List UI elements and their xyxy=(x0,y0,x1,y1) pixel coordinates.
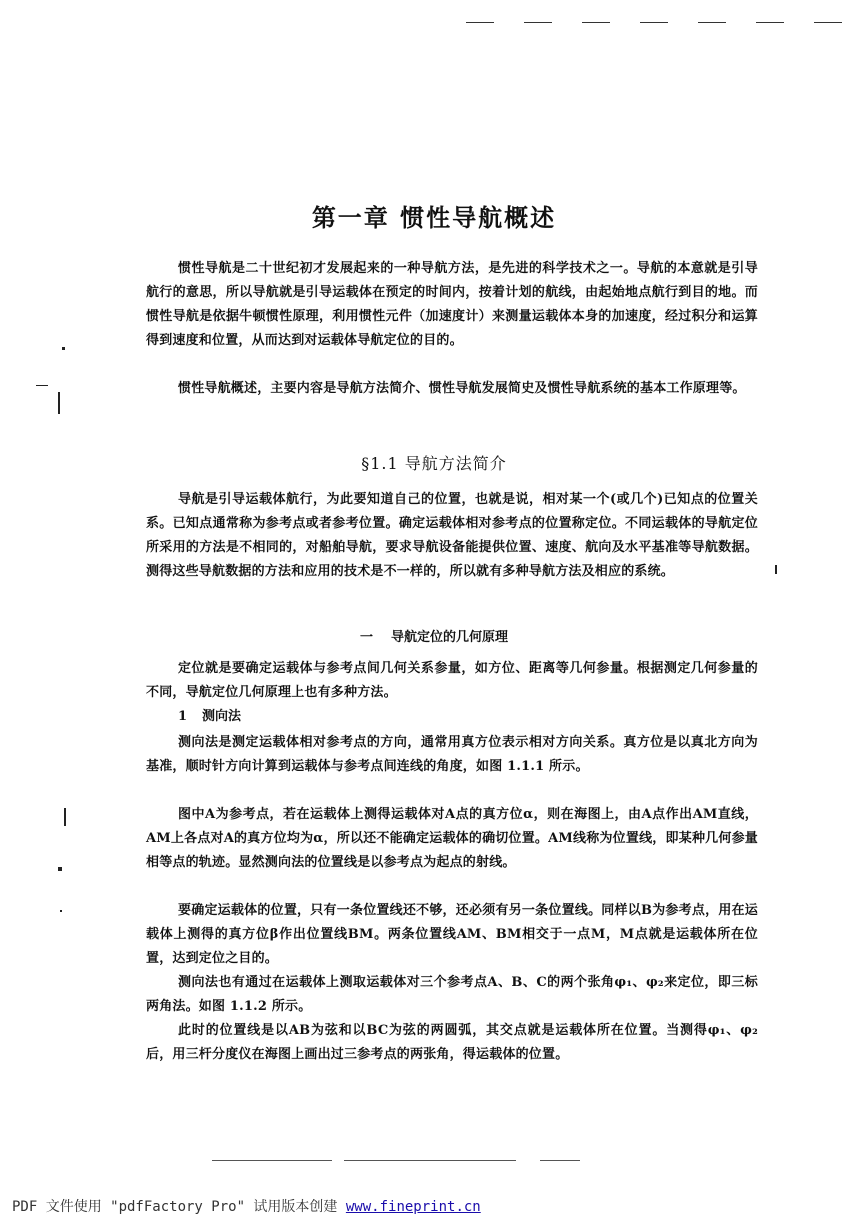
footer-rule xyxy=(212,1160,332,1161)
scan-speck xyxy=(62,347,65,350)
header-dash-rule xyxy=(462,22,862,26)
scan-speck xyxy=(58,867,62,871)
scan-speck xyxy=(775,565,777,574)
subsection-number: 一 xyxy=(359,630,373,645)
scan-speck xyxy=(58,392,60,414)
item-number: 1 xyxy=(178,709,188,724)
item-paragraph-4: 测向法也有通过在运载体上测取运载体对三个参考点A、B、C的两个张角φ₁、φ₂来定位，即三标两角法。如图 1.1.2 所示。 xyxy=(146,975,758,1014)
section-paragraph-1: 导航是引导运载体航行，为此要知道自己的位置，也就是说，相对某一个(或几个)已知点的位置关系。已知点通常称为参考点或者参考位置。确定运载体相对参考点的位置称定位。不同运载体的导航定位所采用的方法是不相同的，对船舶导航，要求导航设备能提供位置、速度、航向及水平基准等导航数据。测得这些导航数据的方法和应用的技术是不一样的，所以就有多种导航方法及相应的系统。 xyxy=(146,492,758,579)
subsection-paragraph-1: 定位就是要确定运载体与参考点间几何关系参量，如方位、距离等几何参量。根据测定几何参量的不同，导航定位几何原理上也有多种方法。 xyxy=(146,661,758,700)
scan-speck xyxy=(64,808,66,826)
item-paragraph-3: 要确定运载体的位置，只有一条位置线还不够，还必须有另一条位置线。同样以B为参考点，用在运载体上测得的真方位β作出位置线BM。两条位置线AM、BM相交于一点M，M点就是运载体所在位置，达到定位之目的。 xyxy=(146,903,758,966)
subsection-title-text: 导航定位的几何原理 xyxy=(391,630,509,645)
item-heading xyxy=(178,705,241,724)
pdf-footer xyxy=(12,1196,481,1216)
item-paragraph-1: 测向法是测定运载体相对参考点的方向，通常用真方位表示相对方向关系。真方位是以真北方向为基准，顺时针方向计算到运载体与参考点间连线的角度，如图 1.1.1 所示。 xyxy=(146,735,758,774)
footer-link[interactable]: www.fineprint.cn xyxy=(345,1199,481,1215)
section-title: §1.1 导航方法简介 xyxy=(361,454,507,473)
footer-rule xyxy=(540,1160,580,1161)
item-title: 测向法 xyxy=(202,709,242,724)
footer-text: PDF 文件使用 "pdfFactory Pro" 试用版本创建 xyxy=(12,1199,346,1215)
scan-speck xyxy=(36,385,48,386)
scan-speck xyxy=(60,910,62,912)
intro-paragraph-2: 惯性导航概述，主要内容是导航方法简介、惯性导航发展简史及惯性导航系统的基本工作原理等。 xyxy=(178,381,746,396)
chapter-title: 第一章 惯性导航概述 xyxy=(311,204,557,232)
item-paragraph-5: 此时的位置线是以AB为弦和以BC为弦的两圆弧，其交点就是运载体所在位置。当测得φ₁、φ₂后，用三杆分度仪在海图上画出过三参考点的两张角，得运载体的位置。 xyxy=(146,1023,758,1062)
item-paragraph-2: 图中A为参考点，若在运载体上测得运载体对A点的真方位α，则在海图上，由A点作出AM直线，AM上各点对A的真方位均为α，所以还不能确定运载体的确切位置。AM线称为位置线，即某种几何参量相等点的轨迹。显然测向法的位置线是以参考点为起点的射线。 xyxy=(146,807,758,870)
footer-rule xyxy=(344,1160,516,1161)
subsection-title xyxy=(0,626,868,645)
intro-paragraph-1: 惯性导航是二十世纪初才发展起来的一种导航方法，是先进的科学技术之一。导航的本意就是引导航行的意思，所以导航就是引导运载体在预定的时间内，按着计划的航线，由起始地点航行到目的地。而惯性导航是依据牛顿惯性原理，利用惯性元件（加速度计）来测量运载体本身的加速度，经过积分和运算得到速度和位置，从而达到对运载体导航定位的目的。 xyxy=(146,261,758,348)
